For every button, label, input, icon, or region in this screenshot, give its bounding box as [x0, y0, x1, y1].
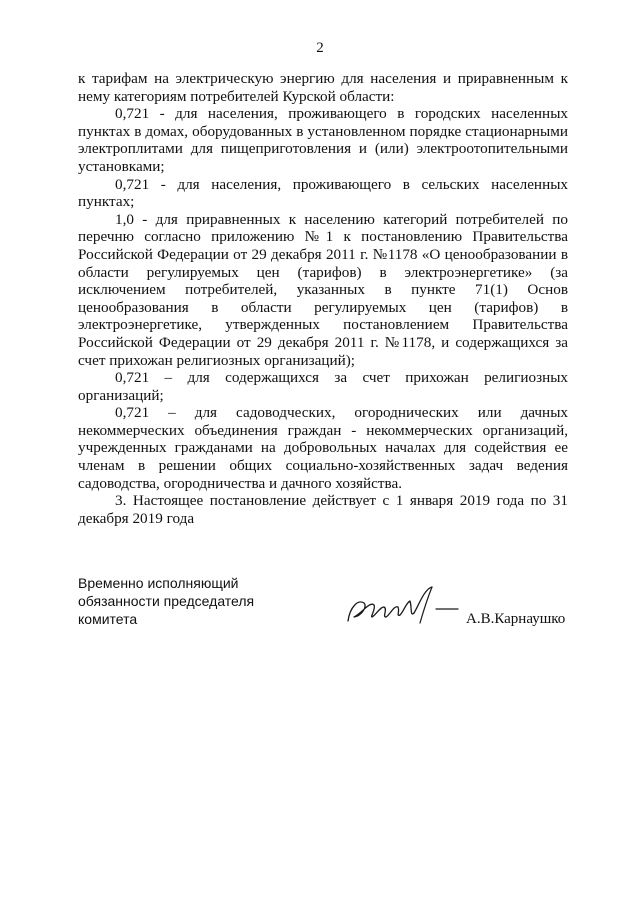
- signer-title-line: комитета: [78, 610, 138, 627]
- paragraph-intro: к тарифам на электрическую энергию для населения и приравненным к нему категориям потребителей Курской области:: [78, 70, 568, 105]
- signer-name: А.В.Карнаушко: [466, 611, 566, 627]
- paragraph-rural-population: 0,721 - для населения, проживающего в сельских населенных пунктах;: [78, 175, 568, 211]
- paragraph-effective-period: 3. Настоящее постановление действует с 1 января 2019 года по 31 декабря 2019 года: [78, 492, 568, 527]
- page-number: 2: [316, 40, 324, 56]
- signer-title-line: обязанности председателя: [78, 592, 255, 609]
- signer-title-line: Временно исполняющий: [78, 575, 239, 591]
- paragraph-urban-population: 0,721 - для населения, проживающего в городских населенных пунктах в домах, оборудованных в установленном порядке стационарными электроплитами для пищеприготовления и (или) электроотопительными установками;: [78, 105, 568, 175]
- paragraph-garden-associations: 0,721 – для садоводческих, огороднических или дачных некоммерческих объединения граждан - некоммерческих организаций, учрежденных гражданами на добровольных началах для содействия ее членам в решении общих социально-хозяйственных задач ведения садоводства, огородничества и дачного хозяйства.: [78, 404, 568, 492]
- paragraph-religious-organizations: 0,721 – для содержащихся за счет прихожан религиозных организаций;: [78, 369, 568, 404]
- document-body: [78, 70, 568, 527]
- signature-block: [78, 575, 578, 635]
- paragraph-equated-consumers: 1,0 - для приравненных к населению категорий потребителей по перечню согласно приложению №1 к постановлению Правительства Российской Федерации от 29 декабря 2011 г. №1178 «О ценообразовании в области регулируемых цен (тарифов) в электроэнергетике» (за исключением потребителей, указанных в пункте 71(1) Основ ценообразования в области регулируемых цен (тарифов) в электроэнергетике, утвержденных постановлением Правительства Российской Федерации от 29 декабря 2011 г. №1178, и содержащихся за счет прихожан религиозных организаций);: [78, 210, 568, 369]
- handwritten-signature: [340, 583, 470, 633]
- signer-title: [78, 575, 254, 628]
